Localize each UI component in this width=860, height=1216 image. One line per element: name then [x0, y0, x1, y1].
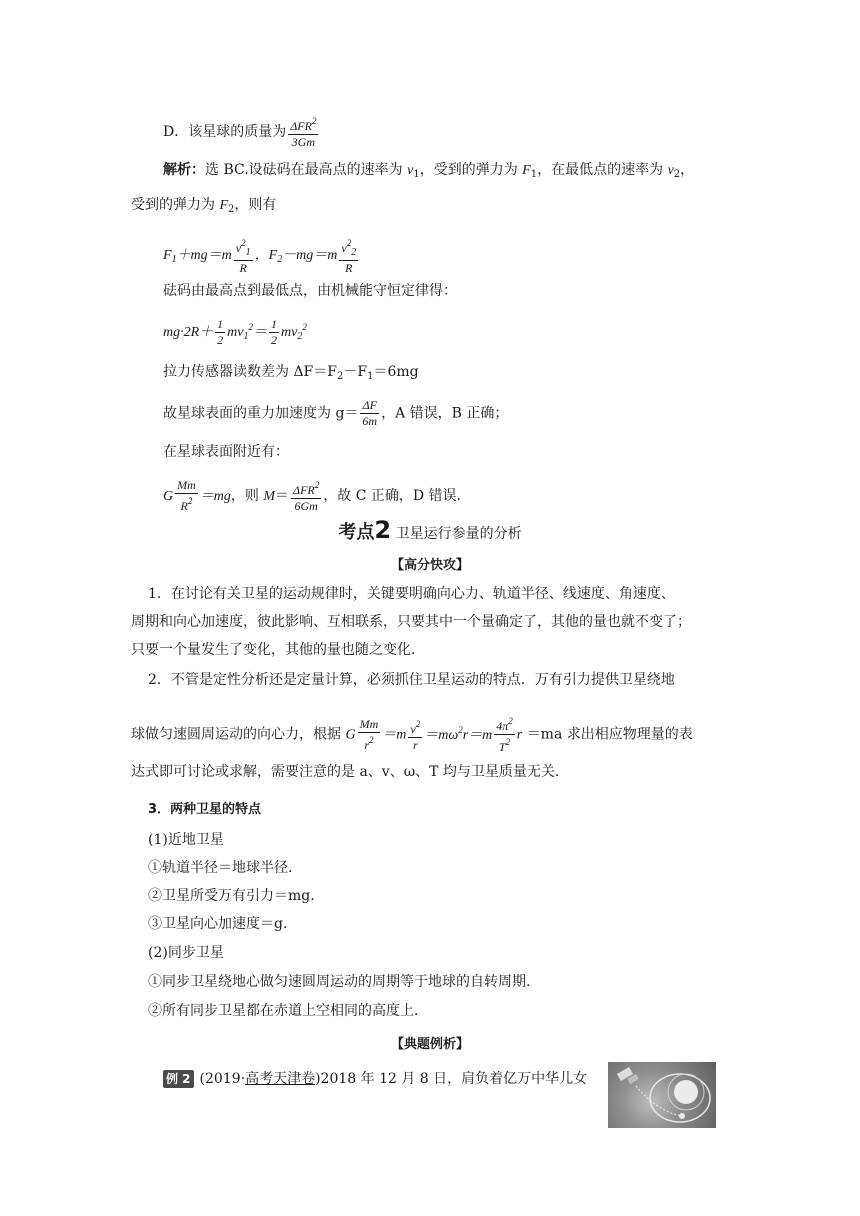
near-item-2: ②卫星所受万有引力＝mg. — [148, 888, 315, 904]
sync-item-2: ②所有同步卫星都在赤道上空相同的高度上. — [148, 1003, 419, 1019]
option-d — [163, 114, 320, 150]
option-d-text: D．该星球的质量为 — [163, 124, 287, 140]
near-item-1: ①轨道半径＝地球半径. — [148, 860, 293, 876]
analysis-line-2: 受到的弹力为 $F_2$，则有 — [131, 197, 277, 215]
section-heading: 考点2 卫星运行参量的分析 — [338, 516, 522, 544]
p3-title: 3．两种卫星的特点 — [148, 802, 262, 817]
near-satellite-title: (1)近地卫星 — [148, 832, 224, 848]
energy-equation: mg·2R＋ $\frac{1}{2}$ $mv_1^2=$ $\frac{1}{2}$ $mv_2^2$ — [163, 317, 307, 348]
p2-line-3: 达式即可讨论或求解，需要注意的是 a、v、ω、T 均与卫星质量无关. — [131, 764, 560, 780]
near-item-3: ③卫星向心加速度＝g. — [148, 916, 288, 932]
p1-line-1: 1．在讨论有关卫星的运动规律时，关键要明确向心力、轨道半径、线速度、角速度、 — [148, 586, 675, 602]
p2-line-1: 2．不管是定性分析还是定量计算，必须抓住卫星运动的特点．万有引力提供卫星绕地 — [148, 672, 675, 688]
satellite-orbit-image — [608, 1062, 716, 1128]
near-surface-text: 在星球表面附近有： — [163, 444, 289, 460]
example-title: 【典题例析】 — [390, 1037, 469, 1052]
analysis-label: 解析： — [163, 162, 205, 178]
sync-item-1: ①同步卫星绕地心做匀速圆周运动的周期等于地球的自转周期. — [148, 974, 531, 990]
p1-line-3: 只要一个量发生了变化，其他的量也随之变化. — [131, 642, 416, 658]
quick-title: 【高分快攻】 — [390, 558, 469, 573]
gravity-acceleration: 故星球表面的重力加速度为 g＝ $\frac{\Delta F}{6m}$ ，A 错误，B 正确； — [163, 398, 509, 428]
final-equation: G $\frac{Mm}{R^2}$ ＝mg，则 M＝ $\frac{\Delta FR^2}{6Gm}$ ，故 C 正确，D 错误. — [163, 478, 461, 513]
p1-line-2: 周期和向心加速度，彼此影响、互相联系，只要其中一个量确定了，其他的量也就不变了； — [131, 614, 691, 630]
satellite-photo — [608, 1062, 716, 1128]
p2-line-2: 球做匀速圆周运动的向心力，根据 G $\frac{Mm}{r^2}$ ＝m $\frac{v^2}{r}$ $=m\omega^2r=m$ $\frac{4\pi^2}{T^2}$ r ＝ma 求出相应物理量的表 — [131, 716, 693, 754]
force-equations: $F_1+mg=m$ $\frac{v^2_1}{R}$ ，$F_2-mg=m$ $\frac{v^2_2}{R}$ — [163, 238, 357, 275]
example-badge: 例 2 — [163, 1070, 194, 1088]
reading-difference: 拉力传感器读数差为 $\Delta F=F_2-F_1=6mg$ — [163, 364, 419, 382]
energy-intro: 砝码由最高点到最低点，由机械能守恒定律得： — [163, 283, 457, 299]
option-d-fraction: $\frac{\Delta FR^2}{3Gm}$ — [290, 116, 317, 149]
sync-satellite-title: (2)同步卫星 — [148, 945, 224, 961]
example-2: 例 2 (2019·高考天津卷)2018 年 12 月 8 日，肩负着亿万中华儿女 — [163, 1069, 587, 1089]
analysis-line-1: 解析：选 BC.设砝码在最高点的速率为 $v_1$，受到的弹力为 $F_1$，在最低点的速率为 $v_2$， — [163, 162, 695, 180]
